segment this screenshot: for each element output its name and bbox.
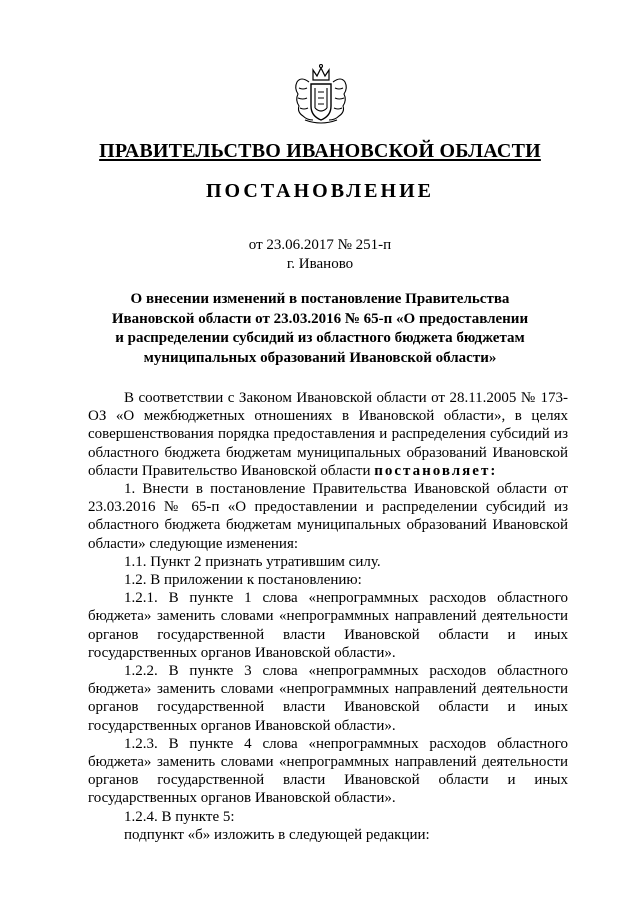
resolves-word: постановляет:	[374, 462, 498, 479]
subitem-b: подпункт «б» изложить в следующей редакции:	[124, 826, 430, 843]
city: г. Иваново	[286, 256, 354, 272]
preamble-paragraph	[88, 389, 568, 480]
subject-title	[70, 290, 570, 368]
item-1-2-2: 1.2.2. В пункте 3 слова «непрограммных расходов областного бюджета» заменить словами «непрограммных направлений деятельности органов государственной власти Ивановской области и иных государственных органов Ивановской области».	[88, 663, 568, 734]
date-block	[0, 236, 640, 274]
coat-of-arms-icon	[291, 62, 351, 128]
item-1-2-1: 1.2.1. В пункте 1 слова «непрограммных расходов областного бюджета» заменить словами «непрограммных направлений деятельности органов государственной власти Ивановской области и иных государственных органов Ивановской области».	[88, 590, 568, 661]
item-1: 1. Внести в постановление Правительства Ивановской области от 23.03.2016 № 65-п «О предоставлении и распределении субсидий из областного бюджета бюджетам муниципальных образований Ивановской области» следующие изменения:	[88, 481, 568, 552]
date-number: от 23.06.2017 № 251-п	[248, 237, 392, 253]
item-1-2: 1.2. В приложении к постановлению:	[124, 572, 362, 589]
subject-line: и распределении субсидий из областного бюджета бюджетам	[115, 330, 525, 346]
subject-line: муниципальных образований Ивановской области»	[143, 349, 497, 366]
preamble-text: В соответствии с Законом Ивановской области от 28.11.2005 № 173-ОЗ «О межбюджетных отношениях в Ивановской области», в целях совершенствования порядка предоставления и распределения субсидий из областного бюджета бюджетам муниципальных образований Ивановской области Правительство Ивановской области	[88, 390, 568, 479]
item-1-1: 1.1. Пункт 2 признать утратившим силу.	[124, 553, 381, 570]
item-1-2-4: 1.2.4. В пункте 5:	[124, 808, 235, 825]
subject-line: О внесении изменений в постановление Правительства	[130, 291, 510, 307]
document-type-title: ПОСТАНОВЛЕНИЕ	[206, 180, 434, 202]
item-1-2-3: 1.2.3. В пункте 4 слова «непрограммных расходов областного бюджета» заменить словами «непрограммных направлений деятельности органов государственной власти Ивановской области и иных государственных органов Ивановской области».	[88, 735, 568, 807]
document-body	[88, 389, 568, 844]
subject-line: Ивановской области от 23.03.2016 № 65-п «О предоставлении	[111, 310, 529, 327]
organization-title: ПРАВИТЕЛЬСТВО ИВАНОВСКОЙ ОБЛАСТИ	[99, 140, 541, 162]
